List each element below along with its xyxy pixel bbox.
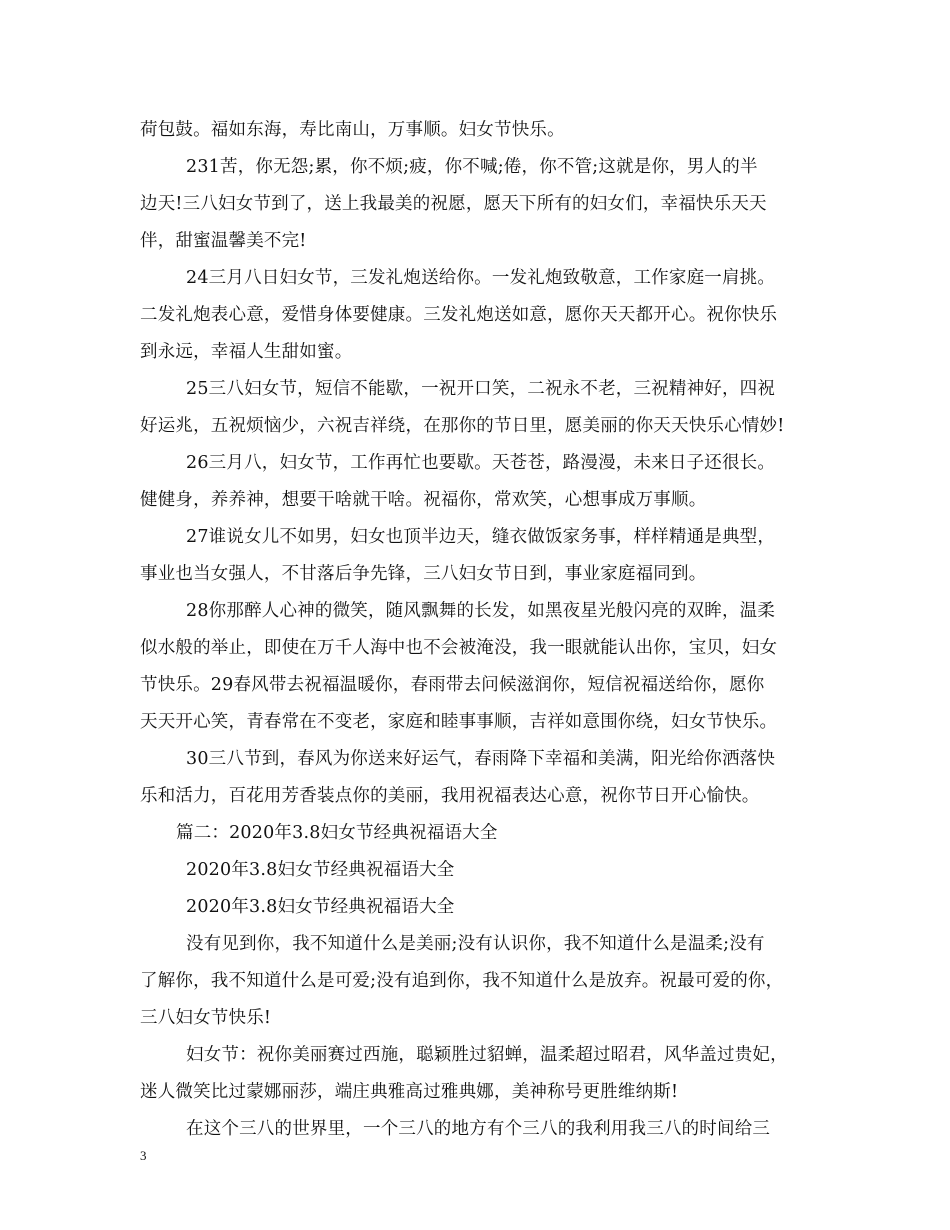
article-title: 2020年3.8妇女节经典祝福语大全 — [186, 897, 455, 917]
text-line: 荷包鼓。福如东海，寿比南山，万事顺。妇女节快乐。 — [140, 120, 565, 140]
text-line: 好运兆，五祝烦恼少，六祝吉祥绕，在那你的节日里，愿美丽的你天天快乐心情妙! — [140, 416, 785, 436]
text-line: 28你那醉人心神的微笑，随风飘舞的长发，如黑夜星光般闪亮的双眸，温柔 — [186, 601, 776, 621]
text-line: 迷人微笑比过蒙娜丽莎，端庄典雅高过雅典娜，美神称号更胜维纳斯! — [140, 1082, 679, 1102]
text-line: 在这个三八的世界里，一个三八的地方有个三八的我利用我三八的时间给三 — [186, 1119, 771, 1139]
text-line: 30三八节到，春风为你送来好运气，春雨降下幸福和美满，阳光给你洒落快 — [186, 749, 776, 769]
text-line: 26三月八，妇女节，工作再忙也要歇。天苍苍，路漫漫，未来日子还很长。 — [186, 453, 776, 473]
text-line: 27谁说女儿不如男，妇女也顶半边天，缝衣做饭家务事，样样精通是典型， — [186, 527, 776, 547]
text-line: 24三月八日妇女节，三发礼炮送给你。一发礼炮致敬意，工作家庭一肩挑。 — [186, 268, 776, 288]
text-line: 事业也当女强人，不甘落后争先锋，三八妇女节日到，事业家庭福同到。 — [140, 564, 707, 584]
article-title: 2020年3.8妇女节经典祝福语大全 — [186, 860, 455, 880]
text-line: 天天开心笑，青春常在不变老，家庭和睦事事顺，吉祥如意围你绕，妇女节快乐。 — [140, 712, 778, 732]
text-line: 到永远，幸福人生甜如蜜。 — [140, 342, 353, 362]
text-line: 了解你，我不知道什么是可爱;没有追到你，我不知道什么是放弃。祝最可爱的你， — [140, 971, 784, 991]
text-line: 伴，甜蜜温馨美不完! — [140, 231, 307, 251]
text-line: 没有见到你，我不知道什么是美丽;没有认识你，我不知道什么是温柔;没有 — [186, 934, 765, 954]
page-number: 3 — [140, 1148, 147, 1163]
text-line: 231苦，你无怨;累，你不烦;疲，你不喊;倦，你不管;这就是你，男人的半 — [186, 157, 758, 177]
text-line: 边天!三八妇女节到了，送上我最美的祝愿，愿天下所有的妇女们，幸福快乐天天 — [140, 194, 767, 214]
text-line: 乐和活力，百花用芳香装点你的美丽，我用祝福表达心意，祝你节日开心愉快。 — [140, 786, 760, 806]
text-line: 似水般的举止，即使在万千人海中也不会被淹没，我一眼就能认出你，宝贝，妇女 — [140, 638, 778, 658]
text-line: 25三八妇女节，短信不能歇，一祝开口笑，二祝永不老，三祝精神好，四祝 — [186, 379, 776, 399]
section-heading: 篇二：2020年3.8妇女节经典祝福语大全 — [176, 823, 498, 843]
text-line: 三八妇女节快乐! — [140, 1008, 272, 1028]
text-line: 妇女节：祝你美丽赛过西施，聪颖胜过貂蝉，温柔超过昭君，风华盖过贵妃， — [186, 1045, 788, 1065]
text-line: 节快乐。29春风带去祝福温暖你，春雨带去问候滋润你，短信祝福送给你，愿你 — [140, 675, 765, 695]
text-line: 二发礼炮表心意，爱惜身体要健康。三发礼炮送如意，愿你天天都开心。祝你快乐 — [140, 305, 778, 325]
text-line: 健健身，养养神，想要干啥就干啥。祝福你，常欢笑，心想事成万事顺。 — [140, 490, 707, 510]
